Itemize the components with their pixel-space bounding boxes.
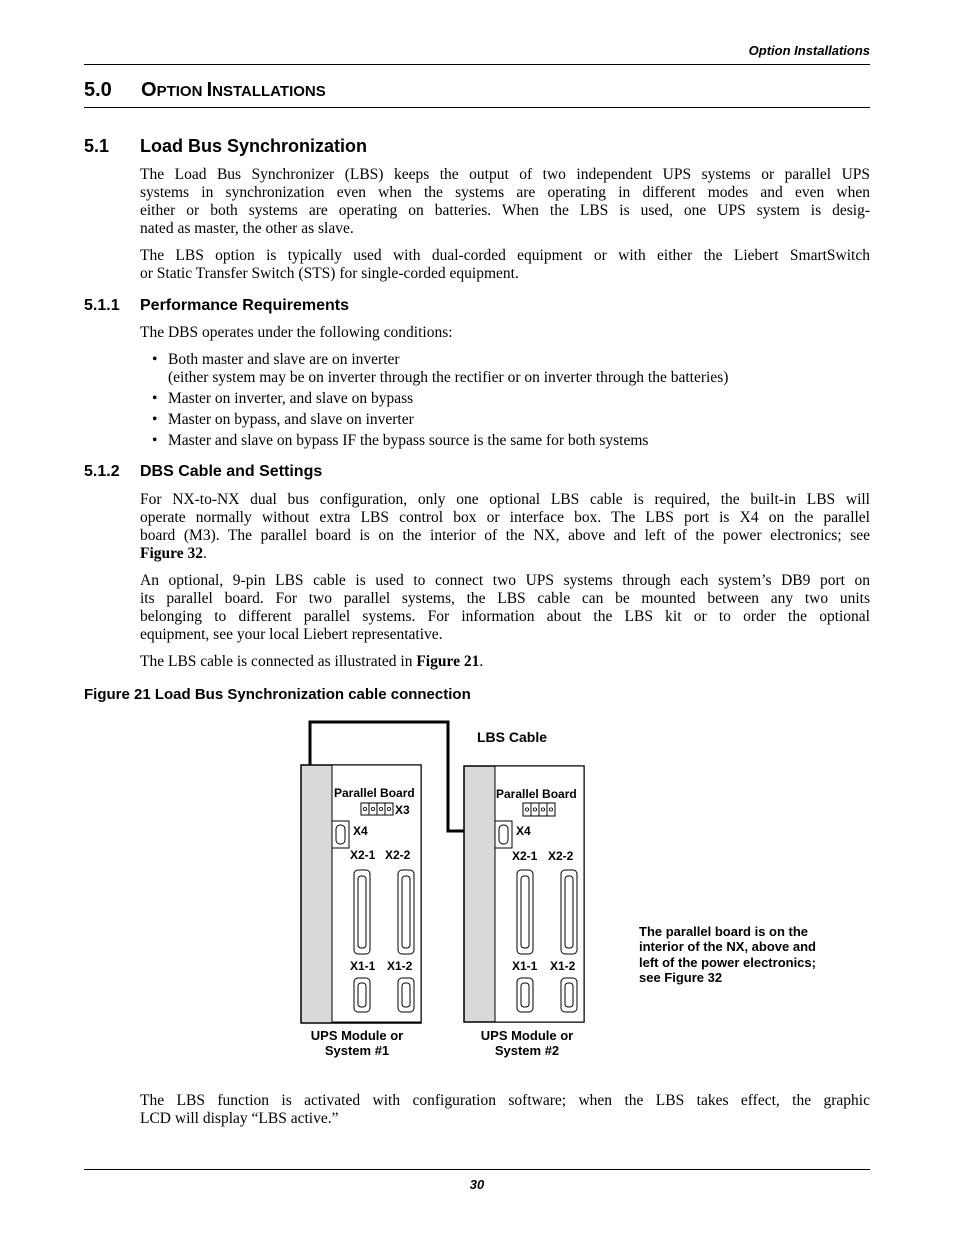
ups-module-1 (301, 765, 421, 1058)
page-number: 30 (469, 1177, 485, 1192)
chapter-number: 5.0 (84, 79, 112, 101)
section-5-1-2-heading (84, 463, 322, 481)
x1-2-connector-2 (561, 978, 577, 1012)
section-5-1-1-intro (140, 324, 870, 342)
x1-1-connector-1 (354, 978, 370, 1012)
text-fragment: . (479, 653, 484, 670)
text-line: operate normally without extra LBS control box or interface box. The LBS port is X4 on the parallel (140, 509, 870, 526)
chapter-title-letter-1: O (141, 79, 157, 101)
x3-connector-1 (361, 803, 393, 815)
x2-1-connector-2 (517, 870, 533, 954)
text-line: The Load Bus Synchronizer (LBS) keeps the output of two independent UPS systems or parallel UPS (140, 166, 870, 183)
section-number: 5.1 (84, 136, 110, 156)
x1-2-label-1: X1-2 (387, 959, 413, 973)
section-title: DBS Cable and Settings (140, 463, 323, 480)
section-number: 5.1.2 (84, 463, 120, 480)
chapter-rule (84, 107, 870, 108)
text-line: An optional, 9-pin LBS cable is used to connect two UPS systems through each system’s DB9 port on (140, 572, 870, 589)
section-5-1-2-paragraph-2 (140, 572, 870, 644)
x4-port-1 (332, 821, 349, 848)
text-fragment: . (203, 545, 207, 562)
chapter-title-part-1: PTION (156, 83, 207, 100)
parallel-board-2-label: Parallel Board (496, 787, 577, 801)
x1-2-label-2: X1-2 (550, 959, 576, 973)
text-line: its parallel board. For two parallel systems, the LBS cable can be mounted between any two units (140, 590, 870, 607)
x1-2-connector-1 (398, 978, 414, 1012)
module-2-label-line-2: System #2 (494, 1043, 560, 1058)
list-item-text: Master on inverter, and slave on bypass (168, 390, 414, 407)
x1-1-connector-2 (517, 978, 533, 1012)
section-5-1-paragraph-2 (140, 247, 870, 283)
lbs-connection-diagram (290, 715, 850, 1065)
x2-1-label-2: X2-1 (512, 849, 538, 863)
footer-rule (84, 1169, 870, 1170)
section-title: Performance Requirements (140, 297, 349, 314)
list-item-text: Both master and slave are on inverter (168, 351, 400, 368)
x2-2-connector-2 (561, 870, 577, 954)
x2-1-label-1: X2-1 (350, 848, 376, 862)
text-fragment: The LBS cable is connected as illustrated in (140, 653, 417, 670)
note-line: see Figure 32 (639, 970, 723, 985)
header-rule (84, 64, 870, 65)
text-line: The DBS operates under the following conditions: (140, 324, 453, 341)
bullet-icon: • (152, 351, 158, 368)
section-5-1-heading (84, 136, 367, 157)
section-title: Load Bus Synchronization (140, 136, 368, 156)
section-5-1-paragraph-1 (140, 166, 870, 238)
list-item-continuation: (either system may be on inverter through the rectifier or on inverter through the batteries) (168, 369, 729, 386)
list-item (152, 351, 870, 387)
text-line: either or both systems are operating on batteries. When the LBS is used, one UPS system is desig- (140, 202, 870, 219)
module-1-label-line-2: System #1 (324, 1043, 390, 1058)
text-line: board (M3). The parallel board is on the interior of the NX, above and left of the power electronics; see (140, 527, 870, 544)
x4-port-2 (495, 821, 512, 848)
section-5-1-2-paragraph-1 (140, 491, 870, 563)
figure-caption: Figure 21 Load Bus Synchronization cable connection (84, 686, 471, 703)
bullet-icon: • (152, 390, 158, 407)
text-line: The LBS function is activated with configuration software; when the LBS takes effect, the graphic (140, 1092, 870, 1109)
x3-label-1: X3 (395, 803, 410, 817)
module-1-label-line-1: UPS Module or (310, 1028, 404, 1043)
figure-32-reference[interactable]: Figure 32 (140, 545, 203, 562)
chapter-heading (84, 79, 326, 102)
x2-1-connector-1 (354, 870, 370, 954)
conditions-list (152, 351, 870, 453)
x1-1-label-1: X1-1 (350, 959, 376, 973)
x4-label-1: X4 (353, 824, 368, 838)
note-line: left of the power electronics; (639, 955, 816, 970)
text-line: nated as master, the other as slave. (140, 220, 354, 237)
list-item (152, 411, 870, 429)
note-line: interior of the NX, above and (639, 939, 816, 954)
module-2-label-line-1: UPS Module or (480, 1028, 574, 1043)
text-line: systems in synchronization even when the systems are operating in different modes and even when (140, 184, 870, 201)
list-item-text: Master on bypass, and slave on inverter (168, 411, 414, 428)
list-item (152, 432, 870, 450)
text-line: equipment, see your local Liebert representative. (140, 626, 443, 643)
section-5-1-1-heading (84, 297, 349, 315)
lbs-cable-label: LBS Cable (477, 729, 548, 745)
x2-2-label-1: X2-2 (385, 848, 411, 862)
x2-2-connector-1 (398, 870, 414, 954)
chapter-title-part-2: NSTALLATIONS (212, 83, 326, 100)
bullet-icon: • (152, 411, 158, 428)
list-item-text: Master and slave on bypass IF the bypass source is the same for both systems (168, 432, 649, 449)
parallel-board-1-label: Parallel Board (334, 786, 415, 800)
figure-21-reference[interactable]: Figure 21 (416, 653, 480, 670)
closing-paragraph (140, 1092, 870, 1128)
section-number: 5.1.1 (84, 297, 120, 314)
x1-1-label-2: X1-1 (512, 959, 538, 973)
text-line: For NX-to-NX dual bus configuration, only one optional LBS cable is required, the built-in LBS will (140, 491, 870, 508)
text-line (140, 545, 870, 563)
x2-2-label-2: X2-2 (548, 849, 574, 863)
chapter-title-letter-2: I (206, 79, 213, 101)
running-header: Option Installations (748, 43, 870, 58)
parallel-board-note (639, 924, 816, 985)
ups-module-2 (464, 766, 584, 1058)
section-5-1-2-paragraph-3 (140, 653, 870, 671)
x3-connector-2 (523, 803, 555, 816)
list-item (152, 390, 870, 408)
bullet-icon: • (152, 432, 158, 449)
text-line (140, 653, 870, 671)
note-line: The parallel board is on the (639, 924, 809, 939)
text-line: The LBS option is typically used with dual-corded equipment or with either the Liebert SmartSwitch (140, 247, 870, 264)
text-line: LCD will display “LBS active.” (140, 1110, 339, 1127)
text-line: belonging to different parallel systems. For information about the LBS kit or to order the optional (140, 608, 870, 625)
x4-label-2: X4 (516, 824, 531, 838)
text-line: or Static Transfer Switch (STS) for single-corded equipment. (140, 265, 519, 282)
